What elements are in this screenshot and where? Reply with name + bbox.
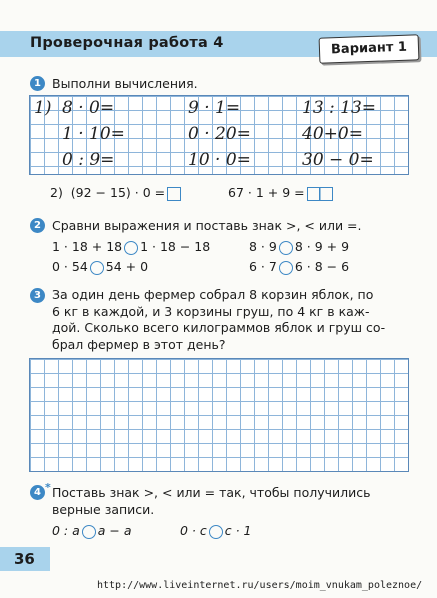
expression: 1 · 18 + 18 [52,239,123,254]
task2-instruction: Сравни выражения и поставь знак >, < или =. [52,218,362,233]
expression: 0 · c [180,523,207,538]
task1-part2b [228,185,333,201]
source-url: http://www.liveinternet.ru/users/moim_vnukam_poleznoe/ [97,580,423,591]
compare-row [52,239,210,255]
answer-box[interactable] [167,187,181,201]
task3-text [52,287,412,353]
compare-row [249,239,349,255]
variant-label: Вариант 1 [319,34,420,63]
text-line: брал фермер в этот день? [52,336,226,352]
star-marker: * [45,481,51,494]
expression: a − a [97,523,132,538]
compare-circle[interactable] [279,241,293,255]
expression: 8 · 9 + 9 [294,239,350,254]
handwritten-answer: 40+0= [302,124,363,144]
page-number: 36 [0,547,50,571]
answer-grid[interactable] [29,358,409,472]
compare-circle[interactable] [124,241,138,255]
expression: (92 − 15) · 0 = [70,185,166,200]
handwritten-answer: 1 · 10= [62,124,125,144]
expression: 67 · 1 + 9 = [228,185,305,200]
text-line: 6 кг в каждой, и 3 корзины груш, по 4 кг в каж- [52,303,370,319]
task-number-badge: 3 [30,288,45,303]
expression: c · 1 [224,523,252,538]
handwritten-answer: 8 · 0= [62,98,115,118]
expression: 0 : a [52,523,80,538]
expression: 6 · 8 − 6 [294,259,350,274]
text-line: За один день фермер собрал 8 корзин яблок, по [52,287,374,302]
compare-row [249,259,349,275]
task-number-badge: 4 [30,485,45,500]
task-number-badge: 2 [30,218,45,233]
expression: 8 · 9 [249,239,277,254]
expression: 1 · 18 − 18 [140,239,211,254]
compare-circle[interactable] [82,525,96,539]
answer-box-two-digit[interactable] [307,187,333,201]
handwritten-answer: 0 : 9= [62,150,115,170]
text-line: дой. Сколько всего килограммов яблок и груш со- [52,320,386,335]
handwritten-answer: 10 · 0= [188,150,251,170]
task4-line2: верные записи. [52,502,155,517]
compare-row [180,523,252,539]
part2-label: 2) [50,185,63,200]
compare-circle[interactable] [279,261,293,275]
compare-row [52,259,148,275]
part1-label: 1) [34,98,52,118]
task1-instruction: Выполни вычисления. [52,76,198,91]
compare-row [52,523,132,539]
task-number-badge: 1 [30,76,45,91]
handwritten-answer: 0 · 20= [188,124,251,144]
expression: 0 · 54 [52,259,88,274]
task1-part2 [50,185,181,201]
handwritten-answer: 9 · 1= [188,98,241,118]
compare-circle[interactable] [209,525,223,539]
handwritten-answer: 30 − 0= [302,150,374,170]
expression: 6 · 7 [249,259,277,274]
page-title: Проверочная работа 4 [30,35,224,51]
task4-line1: Поставь знак >, < или = так, чтобы получились [52,485,371,500]
expression: 54 + 0 [105,259,149,274]
handwritten-answer: 13 : 13= [302,98,377,118]
compare-circle[interactable] [90,261,104,275]
